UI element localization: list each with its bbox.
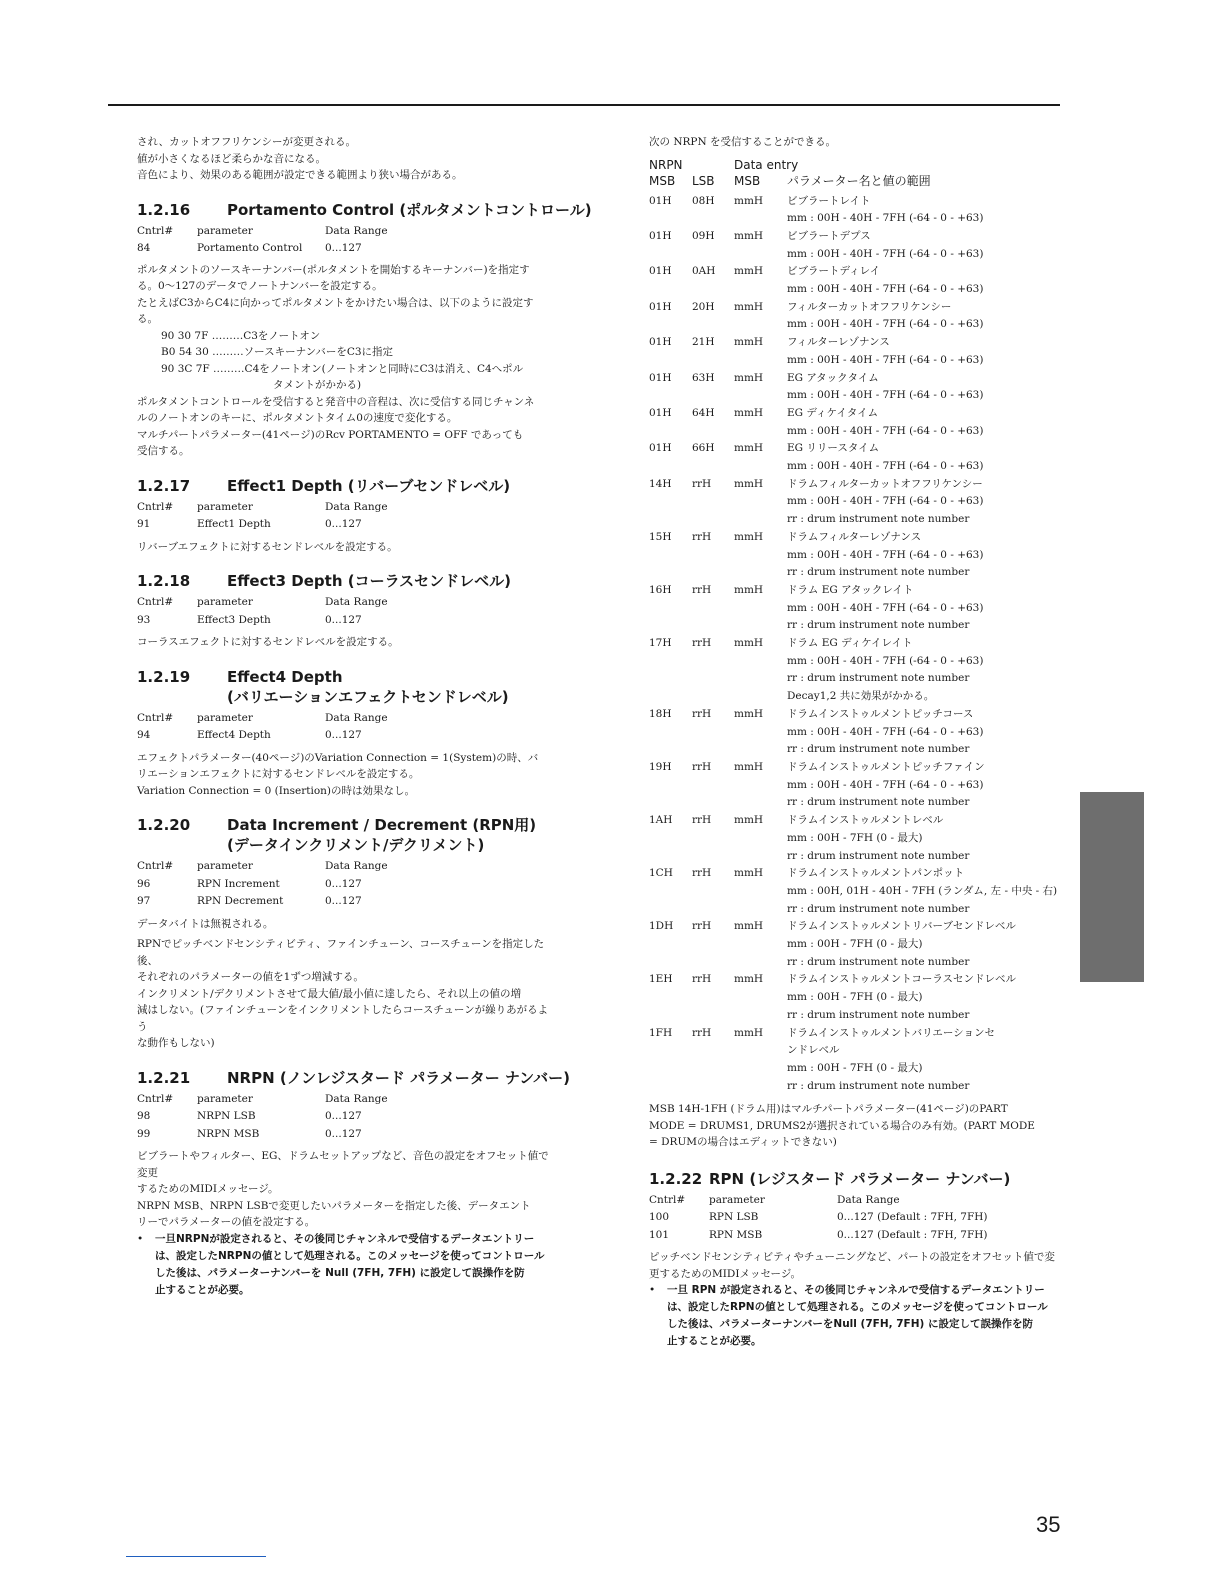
section-heading — [137, 815, 557, 835]
nrpn-cell: 64H — [692, 406, 715, 419]
nrpn-detail: rr : drum instrument note number — [787, 796, 970, 809]
control-table — [137, 499, 557, 534]
note-bullet — [649, 1282, 1069, 1350]
section-number: 1.2.18 — [137, 572, 191, 590]
text-line: = DRUMの場合はエディットできない) — [649, 1136, 837, 1149]
nrpn-detail: mm : 00H - 7FH (0 - 最大) — [787, 831, 923, 844]
text-line: Variation Connection = 0 (Insertion)の時は効果なし。 — [137, 784, 416, 797]
header-cell: Cntrl# — [137, 711, 174, 724]
nrpn-row — [649, 405, 1069, 423]
nrpn-detail: rr : drum instrument note number — [787, 513, 970, 526]
table-cell: 91 — [137, 518, 151, 530]
nrpn-cell: 1FH — [649, 1026, 673, 1039]
nrpn-cell: ドラムフィルターカットオフフリケンシー — [787, 477, 983, 490]
nrpn-cell: mmH — [734, 265, 764, 278]
nrpn-detail: rr : drum instrument note number — [787, 619, 970, 632]
nrpn-detail: mm : 00H - 40H - 7FH (-64 - 0 - +63) — [787, 389, 984, 402]
text-line: するためのMIDIメッセージ。 — [137, 1183, 279, 1195]
bullet-icon: • — [137, 1232, 144, 1245]
nrpn-cell: rrH — [692, 920, 712, 933]
nrpn-row — [649, 193, 1069, 211]
control-table — [137, 223, 557, 258]
nrpn-cell: mmH — [734, 336, 764, 349]
text-line: それぞれのパラメーターの値を1ずつ増減する。 — [137, 971, 364, 983]
intro-text — [137, 134, 557, 184]
nrpn-cell: 01H — [649, 442, 672, 455]
table-cell: 99 — [137, 1127, 151, 1140]
table-row — [137, 612, 557, 630]
nrpn-cell: rrH — [692, 583, 712, 596]
nrpn-detail: rr : drum instrument note number — [787, 955, 970, 968]
text-line: な動作もしない) — [137, 1037, 215, 1049]
nrpn-detail: mm : 00H - 7FH (0 - 最大) — [787, 938, 923, 951]
nrpn-row — [649, 865, 1069, 883]
text-line: リバーブエフェクトに対するセンドレベルを設定する。 — [137, 540, 398, 553]
header-cell: parameter — [197, 224, 253, 237]
nrpn-cell: rrH — [692, 530, 712, 543]
nrpn-cell: フィルターレゾナンス — [787, 336, 890, 349]
text-line: MSB 14H-1FH (ドラム用)はマルチパートパラメーター(41ページ)のPART — [649, 1103, 1008, 1116]
nrpn-cell: ビブラートデプス — [787, 229, 871, 242]
text-line: ポルタメントのソースキーナンバー(ポルタメントを開始するキーナンバー)を指定す — [137, 263, 530, 276]
nrpn-cell: 19H — [649, 761, 672, 773]
table-cell: RPN MSB — [709, 1228, 763, 1241]
bullet-icon: • — [649, 1284, 656, 1297]
nrpn-row — [649, 529, 1069, 547]
nrpn-detail: mm : 00H - 40H - 7FH (-64 - 0 - +63) — [787, 247, 984, 260]
nrpn-cell: 0AH — [692, 265, 716, 278]
section-1-2-20 — [137, 815, 557, 1052]
text-line: RPNでピッチベンドセンシティビティ、ファインチューン、コースチューンを指定した後、 — [137, 938, 545, 967]
control-table — [137, 858, 557, 911]
header-cell: parameter — [197, 711, 253, 724]
nrpn-cell: ドラムインストゥルメントピッチコース — [787, 707, 974, 720]
nrpn-row — [649, 635, 1069, 653]
nrpn-row — [649, 370, 1069, 388]
nrpn-detail: mm : 00H, 01H - 40H - 7FH (ランダム, 左 - 中央 - 右) — [787, 884, 1058, 897]
nrpn-detail: mm : 00H - 40H - 7FH (-64 - 0 - +63) — [787, 283, 984, 296]
table-cell: RPN Decrement — [197, 895, 284, 907]
text-line: マルチパートパラメーター(41ページ)のRcv PORTAMENTO = OFF であっても — [137, 428, 524, 441]
header-cell: NRPN — [649, 157, 683, 172]
table-cell: RPN LSB — [709, 1211, 759, 1224]
nrpn-row — [649, 971, 1069, 989]
nrpn-detail: mm : 00H - 40H - 7FH (-64 - 0 - +63) — [787, 601, 984, 614]
section-title-line2: (データインクリメント/デクリメント) — [227, 836, 485, 854]
nrpn-cell: EG アタックタイム — [787, 371, 879, 384]
nrpn-cell: ドラムインストゥルメントピッチファイン — [787, 761, 985, 773]
section-title: NRPN (ノンレジスタード パラメーター ナンバー) — [227, 1068, 570, 1087]
table-cell: 0...127 (Default : 7FH, 7FH) — [837, 1211, 988, 1224]
table-cell: Effect4 Depth — [197, 729, 271, 741]
midi-example — [137, 328, 557, 394]
nrpn-detail: rr : drum instrument note number — [787, 743, 970, 756]
text-line: リエーションエフェクトに対するセンドレベルを設定する。 — [137, 768, 420, 780]
nrpn-detail: mm : 00H - 40H - 7FH (-64 - 0 - +63) — [787, 548, 984, 561]
text-line: 一旦 RPN が設定されると、その後同じチャンネルで受信するデータエントリー — [667, 1284, 1045, 1297]
nrpn-cell: mmH — [734, 707, 764, 720]
section-number: 1.2.21 — [137, 1068, 191, 1087]
nrpn-cell: mmH — [734, 814, 764, 827]
left-column — [137, 134, 592, 1299]
note-bullet — [137, 1231, 557, 1299]
section-title: Effect3 Depth (コーラスセンドレベル) — [227, 572, 511, 590]
text-line: る。0～127のデータでノートナンバーを設定する。 — [137, 280, 383, 292]
bottom-line — [126, 1556, 266, 1557]
table-header — [137, 499, 557, 517]
nrpn-cell: 14H — [649, 477, 672, 490]
section-title: Effect4 Depth — [227, 667, 343, 686]
header-cell: Cntrl# — [649, 1193, 686, 1206]
nrpn-cell: 09H — [692, 229, 715, 242]
nrpn-detail: mm : 00H - 40H - 7FH (-64 - 0 - +63) — [787, 654, 984, 667]
right-column — [649, 134, 1069, 1350]
section-title: Portamento Control (ポルタメントコントロール) — [227, 200, 592, 219]
nrpn-cell: 01H — [649, 300, 672, 313]
nrpn-detail: mm : 00H - 7FH (0 - 最大) — [787, 991, 923, 1004]
nrpn-cell: mmH — [734, 406, 764, 419]
section-tab-marker — [1080, 792, 1144, 982]
header-cell: Data Range — [325, 596, 388, 608]
header-cell: parameter — [197, 860, 253, 872]
nrpn-cell: ドラムインストゥルメントバリエーションセ — [787, 1026, 995, 1039]
table-row — [137, 893, 557, 911]
table-cell: Effect1 Depth — [197, 518, 271, 530]
text-line: たとえばC3からC4に向かってポルタメントをかけたい場合は、以下のように設定す — [137, 296, 534, 309]
table-cell: 100 — [649, 1211, 670, 1224]
section-heading — [137, 571, 557, 591]
text-line: は、設定したNRPNの値として処理される。このメッセージを使ってコントロール — [155, 1249, 545, 1262]
section-title: Data Increment / Decrement (RPN用) — [227, 816, 537, 834]
text-line: ビブラートやフィルター、EG、ドラムセットアップなど、音色の設定をオフセット値で変更 — [137, 1150, 549, 1179]
table-cell: 0...127 — [325, 242, 362, 254]
nrpn-cell: 20H — [692, 300, 715, 313]
table-cell: 0...127 — [325, 729, 362, 741]
page-number: 35 — [1036, 1512, 1061, 1537]
control-table — [649, 1192, 1069, 1245]
table-row — [137, 727, 557, 745]
nrpn-cell: ビブラートレイト — [787, 194, 871, 207]
text-line: NRPN MSB、NRPN LSBで変更したいパラメーターを指定した後、データエント — [137, 1199, 531, 1212]
header-cell: Data Range — [837, 1193, 900, 1206]
nrpn-cell: mmH — [734, 442, 764, 455]
nrpn-row — [649, 918, 1069, 936]
table-cell: 0...127 — [325, 1110, 362, 1122]
example-line: B0 54 30 ………ソースキーナンバーをC3に指定 — [161, 346, 394, 358]
nrpn-cell: rrH — [692, 814, 712, 827]
table-cell: 97 — [137, 895, 151, 907]
nrpn-row — [649, 706, 1069, 724]
text-line: コーラスエフェクトに対するセンドレベルを設定する。 — [137, 636, 399, 648]
nrpn-cell: ビブラートディレイ — [787, 265, 881, 278]
nrpn-cell: ドラムフィルターレゾナンス — [787, 530, 922, 543]
text-line: した後は、パラメーターナンバーをNull (7FH, 7FH) に設定して誤操作を防 — [667, 1318, 1033, 1331]
table-header — [649, 1192, 1069, 1210]
table-row — [649, 1209, 1069, 1227]
control-table — [137, 710, 557, 745]
section-heading — [137, 200, 592, 220]
nrpn-cell: 01H — [649, 336, 672, 349]
nrpn-cell: rrH — [692, 1026, 712, 1039]
nrpn-row — [649, 299, 1069, 317]
nrpn-detail: mm : 00H - 40H - 7FH (-64 - 0 - +63) — [787, 460, 984, 473]
nrpn-cell: 66H — [692, 442, 715, 455]
text-line: 値が小さくなるほど柔らかな音になる。 — [137, 152, 326, 165]
nrpn-cell: 1CH — [649, 867, 673, 880]
table-cell: 94 — [137, 729, 151, 741]
text-line: ポルタメントコントロールを受信すると発音中の音程は、次に受信する同じチャンネ — [137, 395, 535, 408]
table-header — [137, 710, 557, 728]
nrpn-cell: mmH — [734, 194, 764, 207]
nrpn-cell: 63H — [692, 371, 715, 384]
text-line: 受信する。 — [137, 445, 190, 457]
nrpn-row — [649, 334, 1069, 352]
text-line: 更するためのMIDIメッセージ。 — [649, 1267, 801, 1280]
nrpn-detail: rr : drum instrument note number — [787, 902, 970, 915]
table-header — [137, 223, 557, 241]
text-line: 減はしない。(ファインチューンをインクリメントしたらコースチューンが繰りあがるよう — [137, 1004, 549, 1033]
text-line: 音色により、効果のある範囲が設定できる範囲より狭い場合がある。 — [137, 169, 463, 181]
header-cell: Data Range — [325, 224, 388, 237]
section-title: Effect1 Depth (リバーブセンドレベル) — [227, 476, 511, 495]
nrpn-row — [649, 812, 1069, 830]
header-cell: MSB — [734, 173, 761, 188]
text-line: リーでパラメーターの値を設定する。 — [137, 1216, 316, 1228]
example-line: 90 3C 7F ………C4をノートオン(ノートオンと同時にC3は消え、C4へポル — [161, 362, 524, 375]
nrpn-cell: 01H — [649, 371, 672, 384]
nrpn-detail: mm : 00H - 40H - 7FH (-64 - 0 - +63) — [787, 212, 984, 225]
header-cell: parameter — [709, 1193, 765, 1206]
table-row — [137, 1126, 557, 1144]
section-1-2-16 — [137, 200, 592, 460]
nrpn-detail: mm : 00H - 40H - 7FH (-64 - 0 - +63) — [787, 318, 984, 331]
nrpn-detail: mm : 00H - 40H - 7FH (-64 - 0 - +63) — [787, 495, 984, 508]
table-header — [137, 858, 557, 876]
nrpn-cell: ドラムインストゥルメントレベル — [787, 814, 944, 827]
nrpn-cell: mmH — [734, 300, 764, 313]
section-number: 1.2.17 — [137, 476, 191, 495]
nrpn-detail: rr : drum instrument note number — [787, 672, 970, 685]
header-cell: Data Range — [325, 711, 388, 724]
nrpn-cell: mmH — [734, 583, 764, 596]
table-header — [137, 594, 557, 612]
nrpn-detail: Decay1,2 共に効果がかかる。 — [787, 690, 935, 703]
nrpn-cell: ドラムインストゥルメントパンポット — [787, 867, 965, 880]
nrpn-cell: mmH — [734, 229, 764, 242]
nrpn-row — [649, 1025, 1069, 1043]
nrpn-cell: mmH — [734, 637, 764, 650]
section-heading — [137, 476, 557, 496]
nrpn-cell: mmH — [734, 761, 764, 773]
nrpn-detail: mm : 00H - 40H - 7FH (-64 - 0 - +63) — [787, 725, 984, 738]
nrpn-cell: 01H — [649, 229, 672, 242]
table-cell: 101 — [649, 1228, 670, 1241]
nrpn-cell: mmH — [734, 477, 764, 490]
nrpn-cell: rrH — [692, 637, 712, 650]
header-cell: LSB — [692, 173, 715, 188]
table-cell: 98 — [137, 1110, 151, 1122]
table-header — [137, 1091, 557, 1109]
text-line: データバイトは無視される。 — [137, 917, 274, 930]
nrpn-cell: 16H — [649, 583, 672, 596]
text-line: 一旦NRPNが設定されると、その後同じチャンネルで受信するデータエントリー — [155, 1232, 535, 1245]
table-row — [137, 240, 557, 258]
text-line: され、カットオフフリケンシーが変更される。 — [137, 136, 356, 148]
nrpn-cell: ドラムインストゥルメントコーラスセンドレベル — [787, 973, 1017, 986]
table-row — [649, 1227, 1069, 1245]
nrpn-cell: rrH — [692, 477, 712, 490]
nrpn-row — [649, 440, 1069, 458]
header-cell: Data Range — [325, 500, 388, 513]
header-cell: Cntrl# — [137, 1092, 174, 1105]
text-line: エフェクトパラメーター(40ページ)のVariation Connection = 1(System)の時、バ — [137, 751, 539, 764]
nrpn-cell: mmH — [734, 1026, 764, 1039]
nrpn-cell: EG ディケイタイム — [787, 406, 879, 419]
nrpn-row — [649, 228, 1069, 246]
nrpn-cell: ドラムインストゥルメントリバーブセンドレベル — [787, 920, 1016, 933]
nrpn-table-header — [649, 157, 1069, 189]
table-cell: Effect3 Depth — [197, 613, 271, 626]
text-line: 止することが必要。 — [667, 1335, 762, 1348]
nrpn-table — [649, 193, 1069, 1096]
nrpn-detail: rr : drum instrument note number — [787, 566, 970, 579]
text-line: ピッチベンドセンシティビティやチューニングなど、パートの設定をオフセット値で変 — [649, 1251, 1055, 1264]
control-table — [137, 1091, 557, 1144]
header-cell: parameter — [197, 596, 253, 608]
nrpn-cell: mmH — [734, 371, 764, 384]
header-cell: Data entry — [734, 157, 799, 172]
table-row — [137, 1108, 557, 1126]
header-cell: Data Range — [325, 1092, 388, 1105]
section-1-2-17 — [137, 476, 557, 556]
nrpn-cell: 1EH — [649, 973, 673, 986]
text-line: は、設定したRPNの値として処理される。このメッセージを使ってコントロール — [667, 1301, 1048, 1314]
section-number: 1.2.16 — [137, 200, 191, 219]
table-row — [137, 516, 557, 534]
text-line: した後は、パラメーターナンバーを Null (7FH, 7FH) に設定して誤操作を防 — [155, 1266, 525, 1279]
section-title: RPN (レジスタード パラメーター ナンバー) — [709, 1169, 1011, 1188]
nrpn-cell: mmH — [734, 867, 764, 880]
nrpn-cell: フィルターカットオフフリケンシー — [787, 300, 952, 313]
table-cell: 0...127 — [325, 613, 362, 626]
header-cell: MSB — [649, 173, 676, 188]
nrpn-cell: EG リリースタイム — [787, 442, 880, 455]
nrpn-cell: 1DH — [649, 920, 674, 933]
header-cell: パラメーター名と値の範囲 — [787, 173, 931, 188]
top-rule — [108, 104, 1060, 106]
table-cell: 0...127 (Default : 7FH, 7FH) — [837, 1228, 988, 1241]
section-number: 1.2.19 — [137, 667, 191, 686]
table-cell: 96 — [137, 877, 151, 890]
nrpn-cell: mmH — [734, 530, 764, 543]
nrpn-cell: 15H — [649, 530, 672, 543]
table-row — [137, 876, 557, 894]
nrpn-row — [649, 582, 1069, 600]
nrpn-cell: ドラム EG アタックレイト — [787, 583, 914, 596]
nrpn-cell: 18H — [649, 707, 672, 720]
nrpn-cell: 21H — [692, 336, 715, 349]
nrpn-cell: 08H — [692, 194, 715, 207]
nrpn-cell: rrH — [692, 867, 712, 880]
nrpn-detail: rr : drum instrument note number — [787, 1079, 970, 1092]
text-line: る。 — [137, 313, 158, 325]
section-1-2-18 — [137, 571, 557, 651]
nrpn-cell: rrH — [692, 973, 712, 986]
nrpn-cell: rrH — [692, 707, 712, 720]
section-heading — [137, 667, 557, 687]
nrpn-detail: rr : drum instrument note number — [787, 849, 970, 862]
table-cell: 0...127 — [325, 518, 362, 530]
table-cell: NRPN MSB — [197, 1127, 260, 1140]
table-cell: 0...127 — [325, 895, 362, 907]
section-number: 1.2.22 — [649, 1169, 703, 1188]
nrpn-cell: 17H — [649, 637, 672, 650]
example-line: タメントがかかる) — [273, 379, 362, 391]
header-cell: Cntrl# — [137, 500, 174, 513]
section-title-line2: (バリエーションエフェクトセンドレベル) — [227, 687, 509, 706]
example-line: 90 30 7F ………C3をノートオン — [161, 329, 321, 342]
header-cell: Cntrl# — [137, 596, 174, 608]
text-line: 次の NRPN を受信することができる。 — [649, 136, 837, 148]
nrpn-detail: mm : 00H - 40H - 7FH (-64 - 0 - +63) — [787, 778, 984, 791]
control-table — [137, 594, 557, 629]
table-cell: 93 — [137, 613, 151, 626]
header-cell: Cntrl# — [137, 224, 174, 237]
nrpn-row — [649, 759, 1069, 777]
header-cell: Cntrl# — [137, 860, 174, 872]
nrpn-cell: 01H — [649, 406, 672, 419]
text-line: 止することが必要。 — [155, 1283, 250, 1296]
nrpn-row — [649, 263, 1069, 281]
table-cell: 84 — [137, 242, 151, 254]
nrpn-cell: mmH — [734, 920, 764, 933]
nrpn-detail: ンドレベル — [787, 1044, 840, 1057]
nrpn-detail: mm : 00H - 40H - 7FH (-64 - 0 - +63) — [787, 353, 984, 366]
nrpn-detail: rr : drum instrument note number — [787, 1008, 970, 1021]
section-heading — [649, 1169, 1069, 1189]
nrpn-detail: mm : 00H - 7FH (0 - 最大) — [787, 1061, 923, 1074]
nrpn-cell: rrH — [692, 761, 712, 773]
table-cell: RPN Increment — [197, 877, 280, 890]
table-cell: Portamento Control — [197, 242, 303, 254]
text-line: MODE = DRUMS1, DRUMS2が選択されている場合のみ有効。(PART MODE — [649, 1119, 1035, 1132]
table-cell: NRPN LSB — [197, 1110, 256, 1122]
header-cell: parameter — [197, 500, 253, 513]
nrpn-cell: 01H — [649, 194, 672, 207]
table-cell: 0...127 — [325, 1127, 362, 1140]
text-line: インクリメント/デクリメントさせて最大値/最小値に達したら、それ以上の値の増 — [137, 987, 522, 1000]
nrpn-cell: mmH — [734, 973, 764, 986]
text-line: ルのノートオンのキーに、ポルタメントタイム0の速度で変化する。 — [137, 412, 458, 424]
section-heading — [137, 1068, 570, 1088]
section-number: 1.2.20 — [137, 816, 191, 834]
header-cell: parameter — [197, 1092, 253, 1105]
section-1-2-22 — [649, 1169, 1069, 1351]
nrpn-row — [649, 476, 1069, 494]
nrpn-detail: mm : 00H - 40H - 7FH (-64 - 0 - +63) — [787, 424, 984, 437]
table-cell: 0...127 — [325, 877, 362, 890]
nrpn-cell: 01H — [649, 265, 672, 278]
section-1-2-21 — [137, 1068, 570, 1299]
nrpn-cell: 1AH — [649, 814, 673, 827]
header-cell: Data Range — [325, 860, 388, 872]
section-1-2-19 — [137, 667, 557, 800]
nrpn-cell: ドラム EG ディケイレイト — [787, 637, 913, 650]
